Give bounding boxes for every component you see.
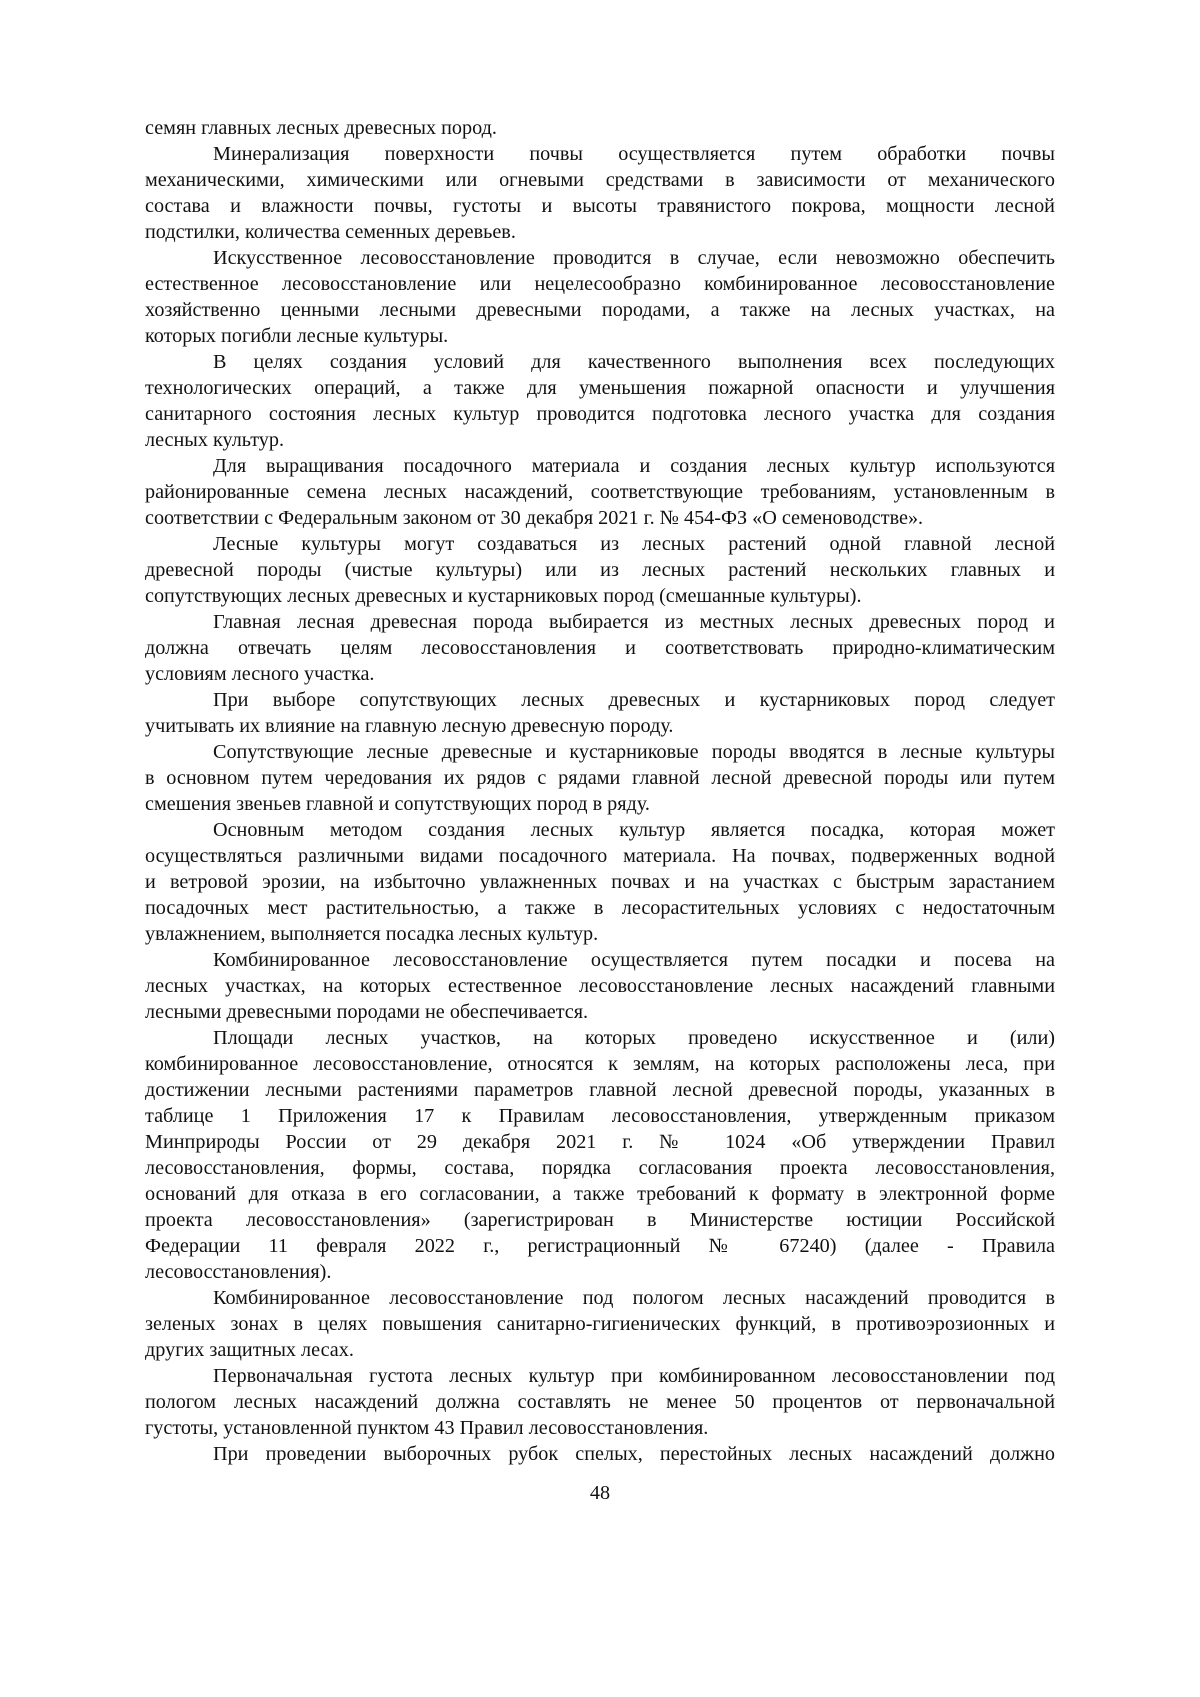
text-line: густоты, установленной пунктом 43 Правил лесовосстановления. (145, 1417, 709, 1439)
text-line: Главная лесная древесная порода выбирается из местных лесных древесных пород и (213, 611, 1055, 633)
text-line: Лесные культуры могут создаваться из лесных растений одной главной лесной (213, 533, 1055, 555)
text-line: увлажнением, выполняется посадка лесных культур. (145, 923, 599, 945)
text-line: зеленых зонах в целях повышения санитарно-гигиенических функций, в противоэрозионных и (145, 1313, 1055, 1335)
text-line: механическими, химическими или огневыми средствами в зависимости от механического (145, 169, 1055, 191)
text-line: и ветровой эрозии, на избыточно увлажненных почвах и на участках с быстрым зарастанием (145, 871, 1055, 893)
text-line: древесной породы (чистые культуры) или из лесных растений нескольких главных и (145, 559, 1055, 581)
text-line: Сопутствующие лесные древесные и кустарниковые породы вводятся в лесные культуры (213, 741, 1055, 763)
text-line: сопутствующих лесных древесных и кустарниковых пород (смешанные культуры). (145, 585, 862, 607)
text-line: Площади лесных участков, на которых проведено искусственное и (или) (213, 1027, 1055, 1049)
text-line: учитывать их влияние на главную лесную древесную породу. (145, 715, 674, 737)
text-line: таблице 1 Приложения 17 к Правилам лесовосстановления, утвержденным приказом (145, 1105, 1055, 1127)
text-line: технологических операций, а также для уменьшения пожарной опасности и улучшения (145, 377, 1055, 399)
text-line: лесовосстановления, формы, состава, порядка согласования проекта лесовосстановления, (145, 1157, 1055, 1179)
text-line: в основном путем чередования их рядов с рядами главной лесной древесной породы или путем (145, 767, 1055, 789)
text-line: проекта лесовосстановления» (зарегистрирован в Министерстве юстиции Российской (145, 1209, 1055, 1231)
text-line: других защитных лесах. (145, 1339, 354, 1361)
text-line: которых погибли лесные культуры. (145, 325, 449, 347)
text-line: Для выращивания посадочного материала и создания лесных культур используются (213, 455, 1055, 477)
text-line: достижении лесными растениями параметров главной лесной древесной породы, указанных в (145, 1079, 1055, 1101)
text-line: естественное лесовосстановление или нецелесообразно комбинированное лесовосстановление (145, 273, 1055, 295)
text-line: комбинированное лесовосстановление, относятся к землям, на которых расположены леса, при (145, 1053, 1055, 1075)
text-line: посадочных мест растительностью, а также в лесорастительных условиях с недостаточным (145, 897, 1055, 919)
text-line: осуществляться различными видами посадочного материала. На почвах, подверженных водной (145, 845, 1055, 867)
text-line: лесными древесными породами не обеспечивается. (145, 1001, 589, 1023)
text-line: районированные семена лесных насаждений, соответствующие требованиям, установленным в (145, 481, 1055, 503)
text-line: семян главных лесных древесных пород. (145, 117, 497, 139)
text-line: соответствии с Федеральным законом от 30 декабря 2021 г. № 454-ФЗ «О семеноводстве». (145, 507, 924, 529)
text-line: При выборе сопутствующих лесных древесных и кустарниковых пород следует (213, 689, 1055, 711)
text-line: условиям лесного участка. (145, 663, 375, 685)
text-line: состава и влажности почвы, густоты и высоты травянистого покрова, мощности лесной (145, 195, 1055, 217)
text-line: хозяйственно ценными лесными древесными породами, а также на лесных участках, на (145, 299, 1055, 321)
text-line: смешения звеньев главной и сопутствующих пород в ряду. (145, 793, 650, 815)
page-number: 48 (589, 1482, 611, 1504)
text-line: лесных участках, на которых естественное лесовосстановление лесных насаждений главными (145, 975, 1055, 997)
text-line: Первоначальная густота лесных культур при комбинированном лесовосстановлении под (213, 1365, 1055, 1387)
text-line: При проведении выборочных рубок спелых, перестойных лесных насаждений должно (213, 1443, 1055, 1465)
text-line: санитарного состояния лесных культур проводится подготовка лесного участка для создания (145, 403, 1055, 425)
text-line: Основным методом создания лесных культур является посадка, которая может (213, 819, 1055, 841)
text-line: подстилки, количества семенных деревьев. (145, 221, 516, 243)
text-line: лесовосстановления). (145, 1261, 332, 1283)
text-line: Комбинированное лесовосстановление осуществляется путем посадки и посева на (213, 949, 1055, 971)
text-line: оснований для отказа в его согласовании, а также требований к формату в электронной форме (145, 1183, 1055, 1205)
text-line: Минприроды России от 29 декабря 2021 г. № 1024 «Об утверждении Правил (145, 1131, 1055, 1153)
text-line: лесных культур. (145, 429, 285, 451)
text-line: Искусственное лесовосстановление проводится в случае, если невозможно обеспечить (213, 247, 1055, 269)
text-line: должна отвечать целям лесовосстановления и соответствовать природно-климатическим (145, 637, 1055, 659)
text-line: Минерализация поверхности почвы осуществляется путем обработки почвы (213, 143, 1055, 165)
document-page (145, 115, 1055, 1645)
text-line: пологом лесных насаждений должна составлять не менее 50 процентов от первоначальной (145, 1391, 1055, 1413)
text-line: В целях создания условий для качественного выполнения всех последующих (213, 351, 1055, 373)
text-line: Комбинированное лесовосстановление под пологом лесных насаждений проводится в (213, 1287, 1055, 1309)
text-line: Федерации 11 февраля 2022 г., регистрационный № 67240) (далее - Правила (145, 1235, 1055, 1257)
